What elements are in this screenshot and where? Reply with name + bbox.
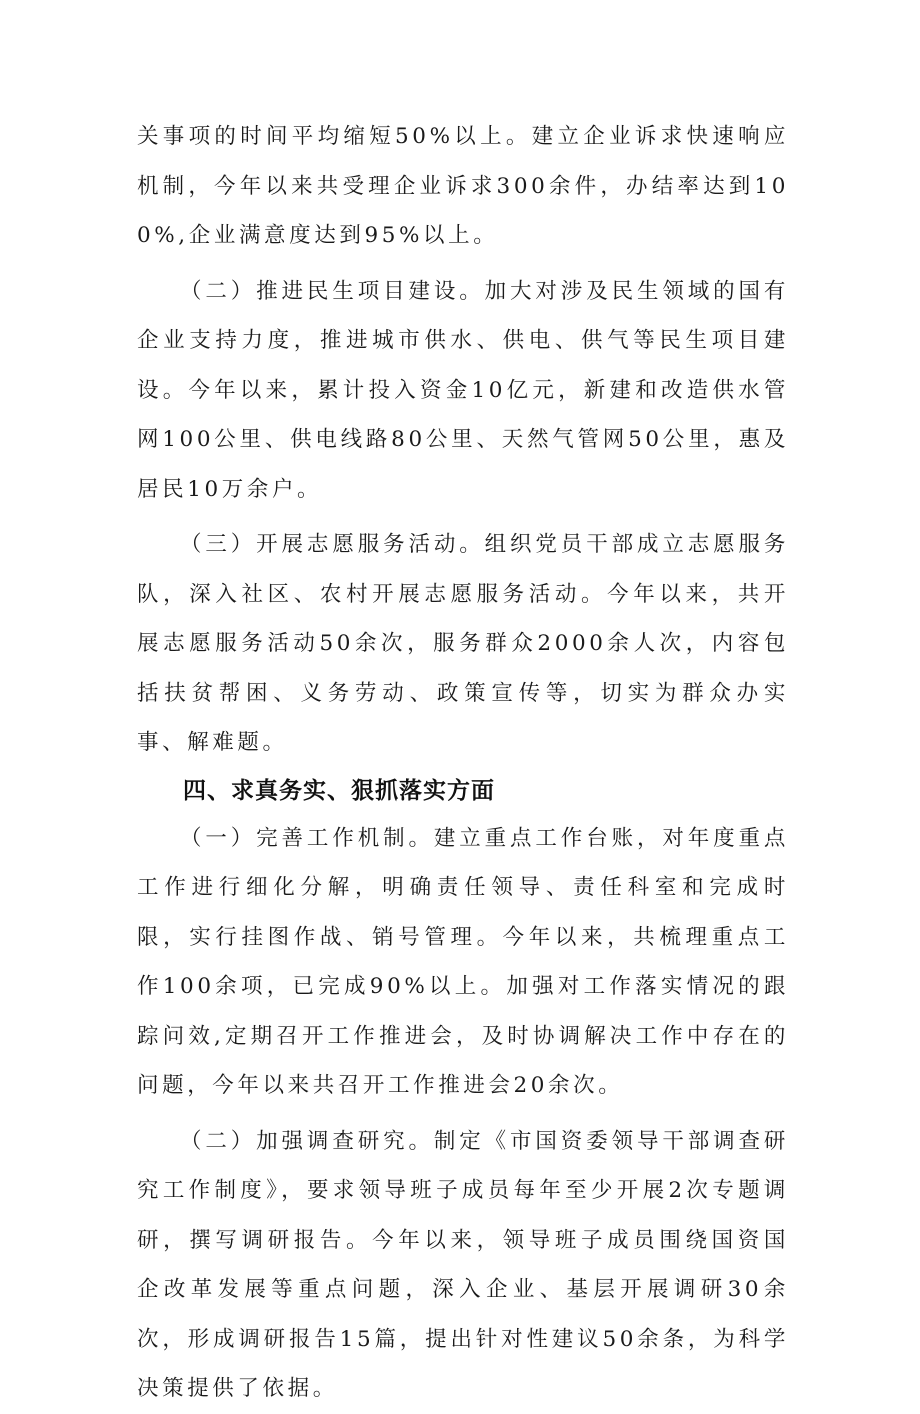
- paragraph-research: （二）加强调查研究。制定《市国资委领导干部调查研究工作制度》，要求领导班子成员每年至少开展2次专题调研，撰写调研报告。今年以来，领导班子成员围绕国资国企改革发展等重点问题，深入企业、基层开展调研30余次，形成调研报告15篇，提出针对性建议50余条，为科学决策提供了依据。: [137, 1128, 789, 1401]
- paragraph-volunteer-services: （三）开展志愿服务活动。组织党员干部成立志愿服务队，深入社区、农村开展志愿服务活动。今年以来，共开展志愿服务活动50余次，服务群众2000余人次，内容包括扶贫帮困、义务劳动、政策宣传等，切实为群众办实事、解难题。: [137, 532, 789, 755]
- paragraph-continuation: 关事项的时间平均缩短50%以上。建立企业诉求快速响应机制，今年以来共受理企业诉求300余件，办结率达到100%,企业满意度达到95%以上。: [137, 124, 789, 248]
- document-body: [137, 112, 789, 1414]
- section-heading: 四、求真务实、狠抓落实方面: [183, 777, 495, 804]
- paragraph-work-mechanism: （一）完善工作机制。建立重点工作台账，对年度重点工作进行细化分解，明确责任领导、责任科室和完成时限，实行挂图作战、销号管理。今年以来，共梳理重点工作100余项，已完成90%以上。加强对工作落实情况的跟踪问效,定期召开工作推进会，及时协调解决工作中存在的问题，今年以来共召开工作推进会20余次。: [137, 825, 789, 1098]
- paragraph-livelihood-projects: （二）推进民生项目建设。加大对涉及民生领域的国有企业支持力度，推进城市供水、供电、供气等民生项目建设。今年以来，累计投入资金10亿元，新建和改造供水管网100公里、供电线路80公里、天然气管网50公里，惠及居民10万余户。: [137, 278, 789, 502]
